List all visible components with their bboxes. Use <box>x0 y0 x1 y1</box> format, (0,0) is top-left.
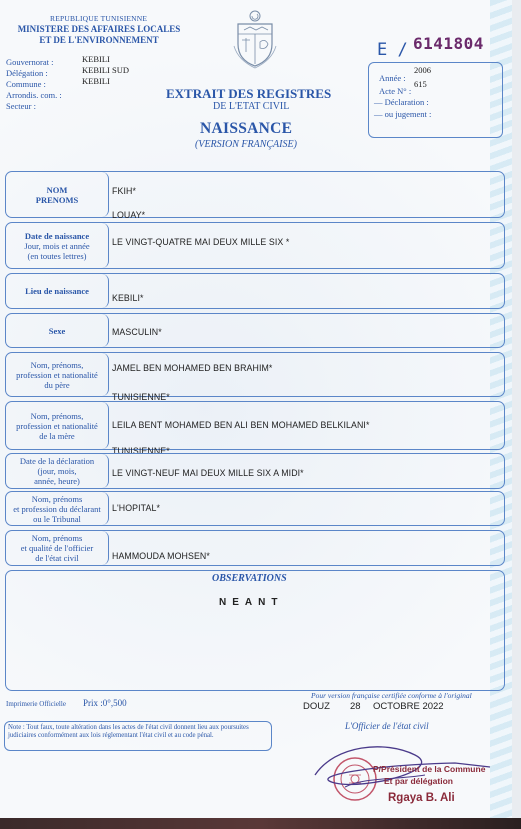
issue-month-year: OCTOBRE 2022 <box>373 701 444 712</box>
admin-values <box>82 54 129 87</box>
scan-bottom-edge <box>0 818 521 829</box>
declaration-label: — Déclaration : <box>374 97 429 107</box>
ministry-label: MINISTERE DES AFFAIRES LOCALES ET DE L'ENVIRONNEMENT <box>17 24 181 45</box>
declarant-value: L'HOPITAL* <box>112 503 160 513</box>
lieu-naissance-label: Lieu de naissance <box>6 274 109 308</box>
serial-prefix: E / <box>377 40 408 60</box>
commune-value: KEBILI <box>82 76 110 86</box>
declaration-date-label: Date de la déclaration (jour, mois, année, heure) <box>6 454 109 488</box>
document-title: EXTRAIT DES REGISTRES <box>166 86 332 101</box>
date-naissance-label: Date de naissance Jour, mois et année (en toutes lettres) <box>6 223 109 268</box>
pere-value: JAMEL BEN MOHAMED BEN BRAHIM* <box>112 363 273 373</box>
row-mere <box>5 401 505 456</box>
observations-title: OBSERVATIONS <box>212 573 287 584</box>
mere-label: Nom, prénoms, profession et nationalité de la mère <box>6 402 109 449</box>
row-nom-prenoms <box>5 171 505 218</box>
version-label: (VERSION FRANÇAISE) <box>195 139 297 150</box>
gouvernorat-value: KEBILI <box>82 54 110 64</box>
stamp-line-president: P/Président de la Commune <box>373 764 486 774</box>
mere-nationalite: TUNISIENNE* <box>112 446 170 456</box>
delegation-value: KEBILI SUD <box>82 65 129 75</box>
republic-label: REPUBLIQUE TUNISIENNE <box>50 14 148 23</box>
prenom-value: LOUAY* <box>112 210 146 220</box>
document-subtitle: DE L'ETAT CIVIL <box>213 101 290 112</box>
issue-place: DOUZ <box>303 701 330 712</box>
document-type: NAISSANCE <box>200 120 293 137</box>
declarant-label: Nom, prénoms et profession du déclarant ou le Tribunal <box>6 492 109 525</box>
mere-value: LEILA BENT MOHAMED BEN ALI BEN MOHAMED BELKILANI* <box>112 420 370 430</box>
gouvernorat-label: Gouvernorat : <box>6 57 54 67</box>
admin-labels <box>6 57 62 112</box>
acte-label: Acte N° : <box>379 86 412 96</box>
officier-label: Nom, prénoms et qualité de l'officier de l'état civil <box>6 531 109 565</box>
observations-value: NEANT <box>219 597 284 608</box>
officier-title: L'Officier de l'état civil <box>345 721 429 731</box>
prix-label: Prix :0°,500 <box>83 698 127 708</box>
sexe-label: Sexe <box>6 314 109 347</box>
row-sexe <box>5 313 505 348</box>
date-naissance-value: LE VINGT-QUATRE MAI DEUX MILLE SIX * <box>112 237 290 247</box>
annee-label: Année : <box>379 73 406 83</box>
signatory-name: Rgaya B. Ali <box>388 792 455 804</box>
row-declaration <box>5 453 505 489</box>
issue-day: 28 <box>350 701 361 712</box>
declaration-date-value: LE VINGT-NEUF MAI DEUX MILLE SIX A MIDI* <box>112 468 304 478</box>
row-date-naissance <box>5 222 505 269</box>
annee-value: 2006 <box>414 65 431 75</box>
row-officier <box>5 530 505 566</box>
serial-number: 6141804 <box>413 34 484 53</box>
pere-nationalite: TUNISIENNE* <box>112 392 170 402</box>
row-declarant <box>5 491 505 526</box>
certification-label: Pour version française certifiée conforme à l'original <box>311 691 472 700</box>
observations-box <box>5 570 505 691</box>
jugement-label: — ou jugement : <box>374 109 432 119</box>
row-lieu-naissance <box>5 273 505 309</box>
officier-value: HAMMOUDA MOHSEN* <box>112 551 210 561</box>
acte-value: 615 <box>414 79 427 89</box>
sexe-value: MASCULIN* <box>112 327 162 337</box>
nom-value: FKIH* <box>112 186 136 196</box>
secteur-label: Secteur : <box>6 101 36 111</box>
arrondissement-label: Arrondis. com. : <box>6 90 62 100</box>
legal-note: Note : Tout faux, toute altération dans les actes de l'état civil donnent lieu aux poursuites judiciaires conformément aux lois réglementant l'état civil et au code pénal. <box>8 724 249 739</box>
pere-label: Nom, prénoms, profession et nationalité du père <box>6 353 109 396</box>
lieu-naissance-value: KEBILI* <box>112 293 144 303</box>
nom-prenoms-label: NOM PRENOMS <box>6 172 109 217</box>
commune-label: Commune : <box>6 79 46 89</box>
delegation-label: Délégation : <box>6 68 48 78</box>
imprimerie-label: Imprimerie Officielle <box>6 700 66 708</box>
tunisia-coat-of-arms-icon <box>232 10 278 70</box>
row-pere <box>5 352 505 402</box>
stamp-line-delegation: Et par délégation <box>384 776 453 786</box>
